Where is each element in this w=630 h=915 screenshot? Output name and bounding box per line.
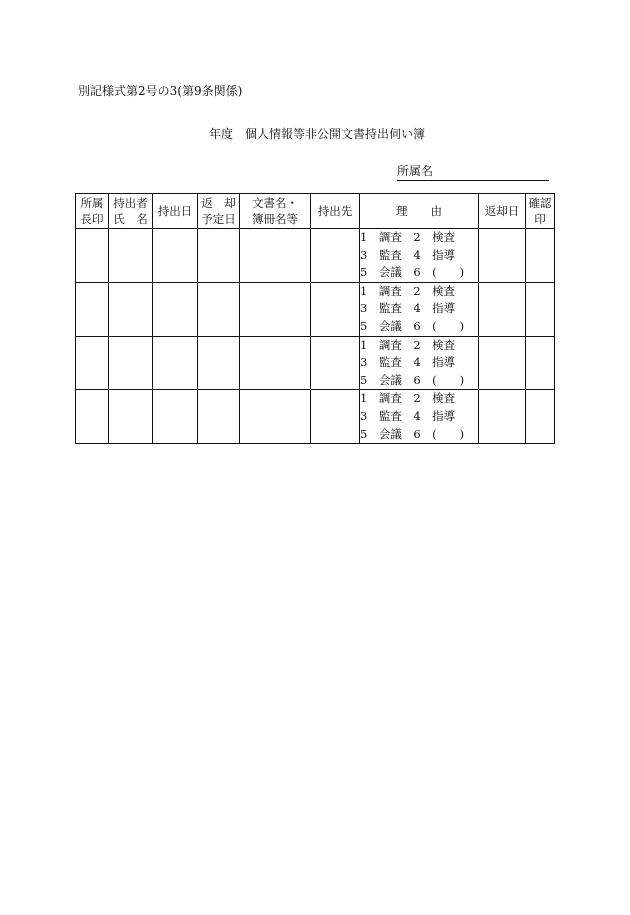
department-field[interactable] [397,162,549,181]
header-return-date [479,194,526,229]
reason-option-line: 5 会議 6 ( ) [360,265,465,280]
reason-option-line: 3 監査 4 指導 [360,301,456,316]
reason-option-line: 5 会議 6 ( ) [360,426,465,441]
header-document-line: 文書名・ [252,196,298,210]
cell-takeout-date[interactable] [153,229,198,283]
cell-confirm-seal[interactable] [526,336,555,390]
header-reason [360,194,479,229]
header-confirm-seal [526,194,555,229]
cell-carrier[interactable] [109,229,153,283]
cell-reason[interactable] [360,282,479,336]
cell-confirm-seal[interactable] [526,390,555,444]
cell-return-date[interactable] [479,282,526,336]
header-dept-seal-line: 所属 [80,196,104,210]
header-carrier-line: 持出者 [113,196,148,210]
cell-dept-seal[interactable] [76,390,109,444]
header-carrier-line: 氏 名 [113,212,148,226]
cell-reason[interactable] [360,336,479,390]
cell-return-date[interactable] [479,336,526,390]
takeout-ledger-table [75,193,555,444]
cell-return-due[interactable] [198,390,240,444]
cell-confirm-seal[interactable] [526,229,555,283]
header-takeout-date [153,194,198,229]
cell-carrier[interactable] [109,282,153,336]
cell-return-date[interactable] [479,390,526,444]
header-return-due-line: 返 却 [201,196,236,210]
cell-reason[interactable] [360,229,479,283]
cell-destination[interactable] [311,282,360,336]
cell-confirm-seal[interactable] [526,282,555,336]
cell-document[interactable] [240,229,311,283]
cell-destination[interactable] [311,390,360,444]
form-identifier: 別記様式第2号の3(第9条関係) [78,84,243,98]
cell-dept-seal[interactable] [76,336,109,390]
header-carrier [109,194,153,229]
reason-option-line: 5 会議 6 ( ) [360,318,465,333]
table-row [76,229,555,283]
cell-return-date[interactable] [479,229,526,283]
header-return-due [198,194,240,229]
header-reason-line: 理 由 [396,204,442,218]
header-dept-seal-line: 長印 [80,212,104,226]
table-row [76,390,555,444]
header-destination [311,194,360,229]
header-destination-line: 持出先 [317,204,353,218]
cell-reason[interactable] [360,390,479,444]
header-return-date-line: 返却日 [484,204,520,218]
header-confirm-seal-line: 印 [534,212,546,226]
reason-option-line: 5 会議 6 ( ) [360,372,465,387]
cell-return-due[interactable] [198,229,240,283]
cell-document[interactable] [240,336,311,390]
cell-carrier[interactable] [109,336,153,390]
cell-dept-seal[interactable] [76,282,109,336]
cell-carrier[interactable] [109,390,153,444]
cell-destination[interactable] [311,229,360,283]
reason-option-line: 3 監査 4 指導 [360,355,456,370]
cell-return-due[interactable] [198,282,240,336]
table-row [76,336,555,390]
reason-option-line: 1 調査 2 検査 [360,283,456,298]
cell-return-due[interactable] [198,336,240,390]
reason-option-line: 3 監査 4 指導 [360,247,456,262]
cell-document[interactable] [240,282,311,336]
header-row [76,194,555,229]
page-title: 年度 個人情報等非公開文書持出伺い簿 [209,127,426,141]
header-return-due-line: 予定日 [201,212,236,226]
header-confirm-seal-line: 確認 [528,196,552,210]
cell-dept-seal[interactable] [76,229,109,283]
cell-document[interactable] [240,390,311,444]
header-takeout-date-line: 持出日 [157,204,193,218]
department-label: 所属名 [397,164,434,178]
reason-option-line: 1 調査 2 検査 [360,391,456,406]
cell-takeout-date[interactable] [153,282,198,336]
reason-option-line: 3 監査 4 指導 [360,408,456,423]
table-row [76,282,555,336]
cell-destination[interactable] [311,336,360,390]
cell-takeout-date[interactable] [153,336,198,390]
cell-takeout-date[interactable] [153,390,198,444]
header-dept-seal [76,194,109,229]
reason-option-line: 1 調査 2 検査 [360,337,456,352]
header-document-line: 簿冊名等 [252,212,298,226]
reason-option-line: 1 調査 2 検査 [360,230,456,244]
header-document [240,194,311,229]
